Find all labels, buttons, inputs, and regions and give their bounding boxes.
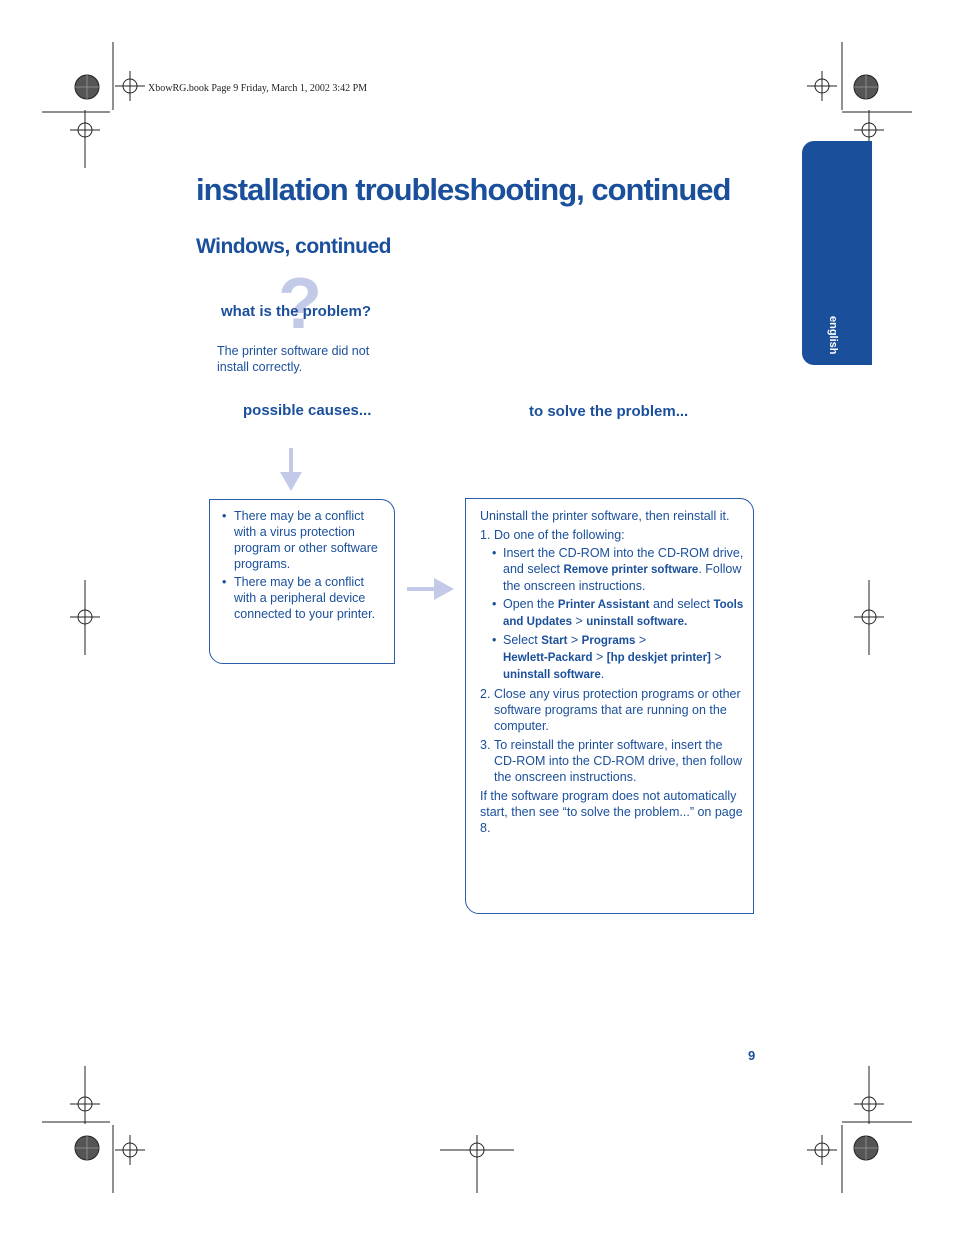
step-number: 2. — [480, 687, 491, 701]
printer-model-label: [hp deskjet printer] — [606, 652, 711, 664]
solution-option-cdrom: • Insert the CD-ROM into the CD-ROM drive, and select Remove printer software. Follow the onscreen instructions. — [492, 546, 744, 593]
uninstall-software-label: uninstall software — [503, 669, 601, 681]
solution-box — [465, 498, 754, 914]
solve-heading: to solve the problem... — [529, 403, 689, 420]
page-title: installation troubleshooting, continued — [196, 172, 731, 207]
problem-description: The printer software did not install correctly. — [217, 344, 370, 374]
step-number: 1. — [480, 528, 491, 542]
uninstall-software-label: uninstall software. — [586, 616, 688, 628]
solution-option-start-menu: • Select Start > Programs > Hewlett-Packard > [hp deskjet printer] > uninstall software. — [492, 633, 722, 681]
solution-intro: Uninstall the printer software, then reinstall it. — [480, 509, 730, 523]
remove-software-label: Remove printer software — [563, 564, 699, 576]
solution-option-assistant: • Open the Printer Assistant and select Tools and Updates > uninstall software. — [492, 597, 744, 628]
solution-closing-note: If the software program does not automatically start, then see “to solve the problem...” on page 8. — [480, 789, 743, 835]
step-text: Close any virus protection programs or other software programs that are running on the computer. — [494, 687, 741, 733]
side-tab-label: english — [827, 316, 839, 355]
step-text: To reinstall the printer software, insert the CD-ROM into the CD-ROM drive, then follow the onscreen instructions. — [494, 738, 742, 784]
step-number: 3. — [480, 738, 491, 752]
section-title: Windows, continued — [196, 235, 391, 258]
tools-updates-label: Tools and Updates — [503, 599, 744, 628]
printer-assistant-label: Printer Assistant — [557, 599, 650, 611]
solution-step-1 — [480, 527, 745, 543]
possible-causes-box — [209, 499, 395, 664]
bullet: • — [492, 546, 497, 560]
causes-list — [222, 508, 386, 622]
start-label: Start — [541, 635, 568, 647]
programs-label: Programs — [581, 635, 636, 647]
causes-heading: possible causes... — [243, 402, 372, 419]
cause-item: • There may be a conflict with a peripheral device connected to your printer. — [222, 574, 386, 622]
book-header-note: XbowRG.book Page 9 Friday, March 1, 2002 3:42 PM — [148, 83, 368, 94]
solution-step-3 — [480, 737, 745, 785]
arrow-right-icon — [407, 577, 455, 601]
step-text: Do one of the following: — [494, 528, 625, 542]
page-number: 9 — [748, 1048, 756, 1063]
problem-heading: what is the problem? — [221, 303, 372, 320]
solution-step-2 — [480, 686, 745, 734]
bullet: • — [492, 597, 497, 611]
hewlett-packard-label: Hewlett-Packard — [503, 652, 593, 664]
arrow-down-icon — [279, 448, 303, 492]
bullet: • — [492, 633, 497, 647]
question-mark-icon: ? — [278, 264, 322, 344]
cause-item: • There may be a conflict with a virus protection program or other software programs. — [222, 508, 386, 572]
